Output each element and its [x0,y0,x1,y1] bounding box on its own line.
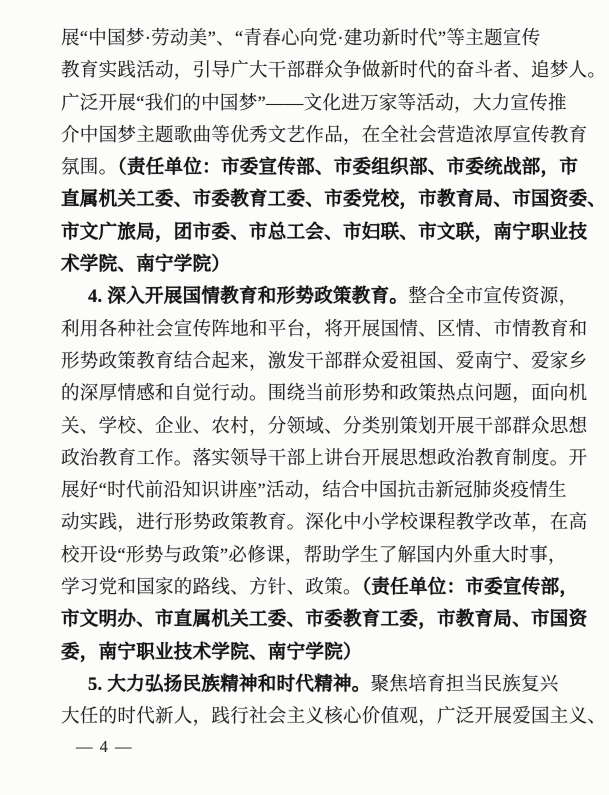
text-line [61,507,588,539]
text-line [61,152,579,184]
bold-text: （责任单位：市委宣传部， [361,578,579,599]
body-text: 利用各种社会宣传阵地和平台，将开展国情、区情、市情教育和 [61,319,588,340]
text-line [61,346,588,378]
text-line [61,637,567,669]
text-line [61,281,578,313]
body-text: 展“中国梦·劳动美”、“青春心向党·建功新时代”等主题宣传 [61,29,541,49]
text-line [61,669,567,701]
body-text: 整合全市宣传资源， [408,287,578,308]
text-line [61,540,567,572]
text-line [61,443,588,475]
text-line [61,217,588,249]
document-body [61,23,607,734]
bold-text: 5. 大力弘扬民族精神和时代精神。 [88,674,371,695]
body-text: 校开设“形势与政策”必修课，帮助学生了解国内外重大时事， [61,545,567,566]
body-text: 学习党和国家的路线、方针、政策。 [61,578,362,599]
text-line [61,88,567,120]
text-line [61,55,607,87]
text-line [61,249,567,281]
text-line [61,475,567,507]
body-text: 大任的时代新人，践行社会主义核心价值观，广泛开展爱国主义、 [61,707,607,728]
body-text: 动实践，进行形势政策教育。深化中小学校课程教学改革，在高 [61,513,588,534]
bold-text: 术学院、南宁学院） [61,255,231,276]
bold-text: （责任单位：市委宣传部、市委组织部、市委统战部，市 [117,158,579,179]
text-line [61,184,607,216]
text-line [61,701,607,733]
body-text: 聚焦培育担当民族复兴 [370,674,559,695]
body-text: 介中国梦主题歌曲等优秀文艺作品，在全社会营造浓厚宣传教育 [61,125,588,146]
page-number: — 4 — [76,737,133,756]
text-line [61,572,579,604]
bold-text: 直属机关工委、市委教育工委、市委党校，市教育局、市国资委、 [61,190,607,211]
body-text: 展好“时代前沿知识讲座”活动，结合中国抗击新冠肺炎疫情生 [61,481,567,502]
text-line [61,120,588,152]
body-text: 政治教育工作。落实领导干部上讲台开展思想政治教育制度。开 [61,448,588,469]
text-line [61,23,567,55]
body-text: 形势政策教育结合起来，激发干部群众爱祖国、爱南宁、爱家乡 [61,351,588,372]
body-text: 氛围。 [61,158,118,179]
bold-text: 4. 深入开展国情教育和形势政策教育。 [88,287,409,308]
body-text: 关、学校、企业、农村，分领域、分类别策划开展干部群众思想 [61,416,588,437]
body-text: 教育实践活动，引导广大干部群众争做新时代的奋斗者、追梦人。 [61,61,607,82]
text-line [61,604,588,636]
bold-text: 委，南宁职业技术学院、南宁学院） [61,642,362,663]
text-line [61,411,588,443]
bold-text: 市文明办、市直属机关工委、市委教育工委，市教育局、市国资 [61,610,588,631]
text-line [61,378,588,410]
body-text: 的深厚情感和自觉行动。围绕当前形势和政策热点问题，面向机 [61,384,588,405]
bold-text: 市文广旅局，团市委、市总工会、市妇联、市文联，南宁职业技 [61,222,588,243]
body-text: 广泛开展“我们的中国梦”——文化进万家等活动，大力宣传推 [61,93,567,114]
text-line [61,314,588,346]
